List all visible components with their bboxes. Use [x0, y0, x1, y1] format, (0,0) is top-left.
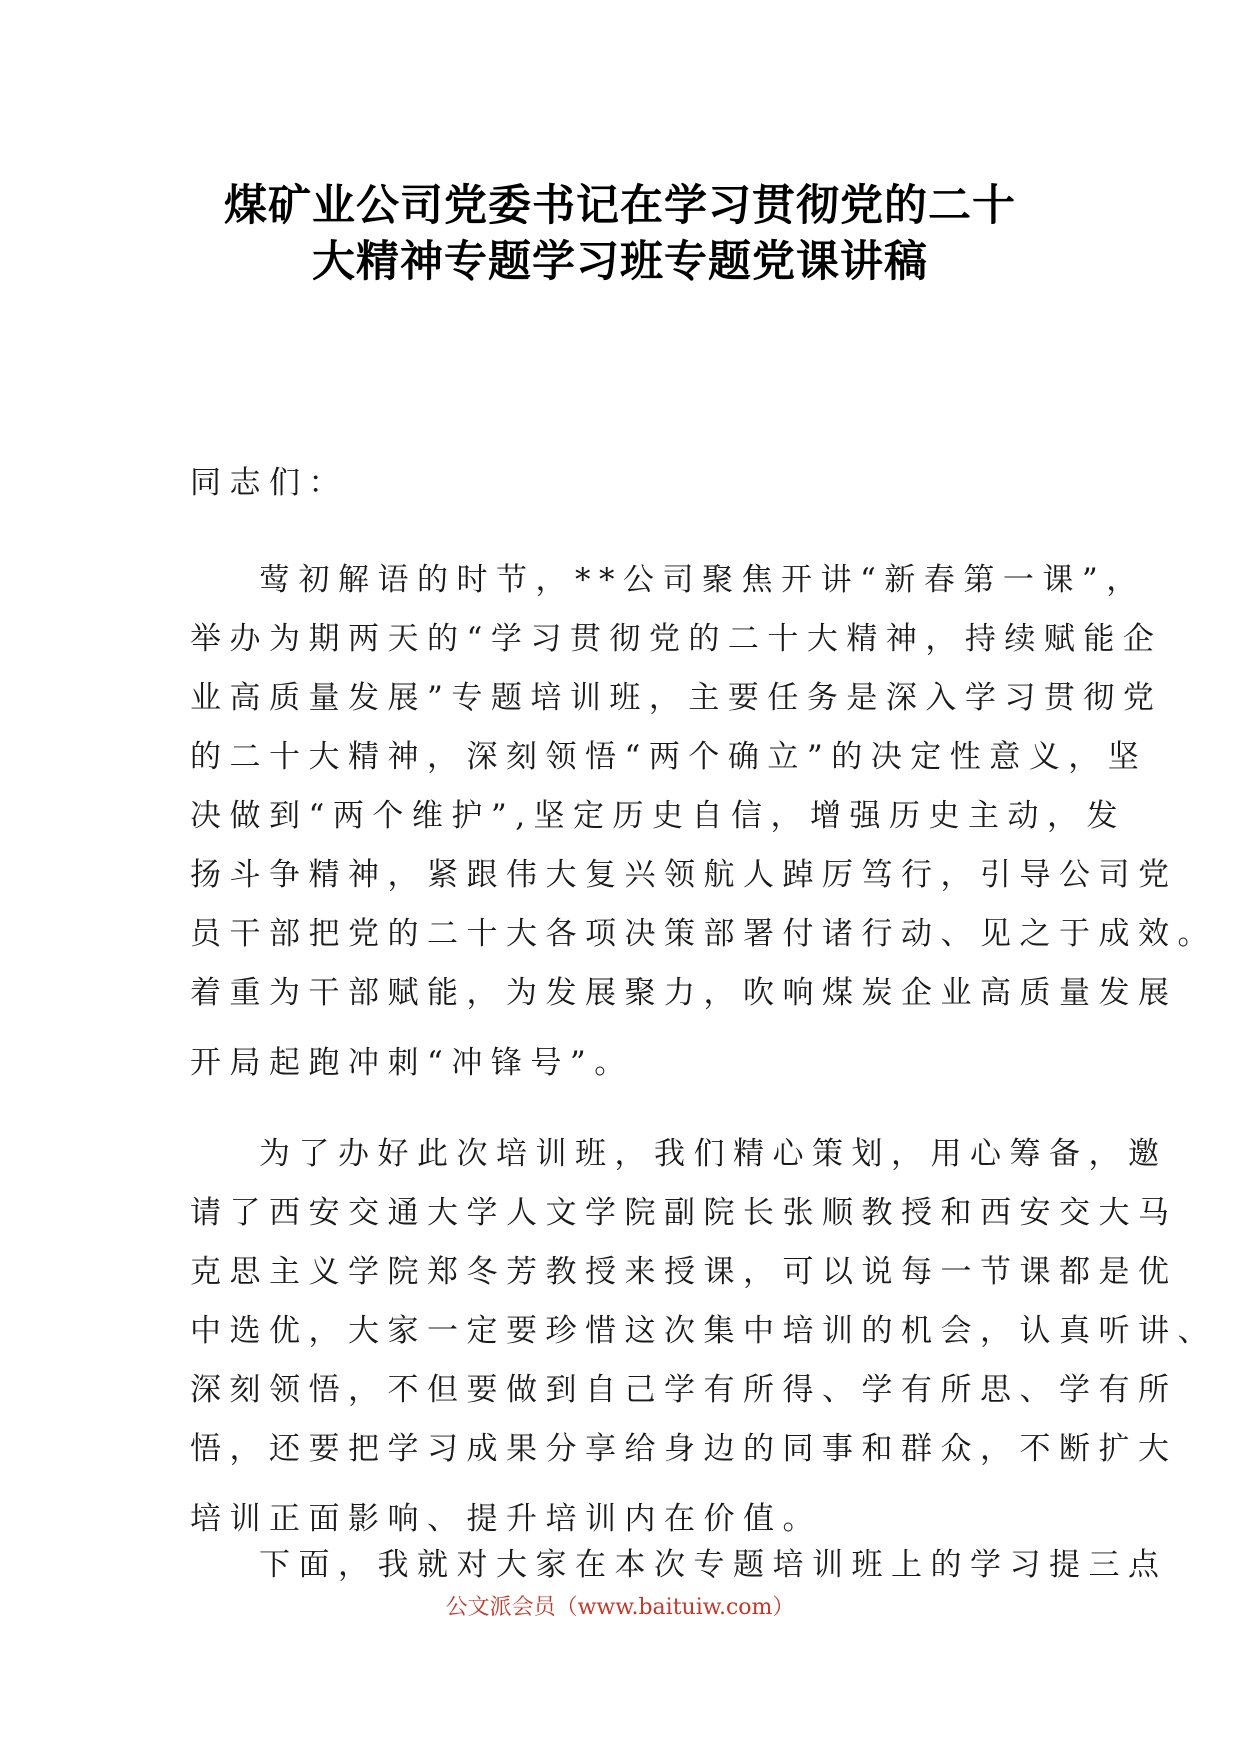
- paragraph-1-line: 着重为干部赋能，为发展聚力，吹响煤炭企业高质量发展: [190, 975, 1178, 1011]
- paragraph-3-line: 下面，我就对大家在本次专题培训班上的学习提三点: [259, 1547, 1168, 1583]
- paragraph-1-line: 决做到“两个维护”,坚定历史自信，增强历史主动，发: [190, 798, 1127, 834]
- paragraph-1-line: 员干部把党的二十大各项决策部署付诸行动、见之于成效。: [190, 916, 1217, 952]
- paragraph-1-line: 的二十大精神，深刻领悟“两个确立”的决定性意义，坚: [190, 739, 1148, 775]
- paragraph-1-line: 莺初解语的时节，**公司聚焦开讲“新春第一课”，: [259, 562, 1146, 598]
- paragraph-1-line: 扬斗争精神，紧跟伟大复兴领航人踔厉笃行，引导公司党: [190, 857, 1178, 893]
- paragraph-2-line: 请了西安交通大学人文学院副院长张顺教授和西安交大马: [190, 1195, 1178, 1231]
- paragraph-1-line: 开局起跑冲刺“冲锋号”。: [190, 1045, 634, 1081]
- document-title-line-1: 煤矿业公司党委书记在学习贯彻党的二十: [224, 181, 1016, 231]
- paragraph-2-line: 深刻领悟，不但要做到自己学有所得、学有所思、学有所: [190, 1372, 1178, 1408]
- paragraph-2-line: 克思主义学院郑冬芳教授来授课，可以说每一节课都是优: [190, 1254, 1178, 1290]
- footer-watermark: 公文派会员（www.baituiw.com）: [445, 1595, 795, 1620]
- paragraph-1-line: 业高质量发展”专题培训班，主要任务是深入学习贯彻党: [190, 680, 1163, 716]
- paragraph-2-line: 中选优，大家一定要珍惜这次集中培训的机会，认真听讲、: [190, 1313, 1217, 1349]
- salutation: 同志们：: [190, 465, 348, 501]
- paragraph-2-line: 悟，还要把学习成果分享给身边的同事和群众，不断扩大: [190, 1431, 1178, 1467]
- paragraph-2-line: 为了办好此次培训班，我们精心策划，用心筹备，邀: [259, 1136, 1168, 1172]
- paragraph-2-line: 培训正面影响、提升培训内在价值。: [190, 1501, 822, 1537]
- paragraph-1-line: 举办为期两天的“学习贯彻党的二十大精神，持续赋能企: [190, 621, 1163, 657]
- document-title-line-2: 大精神专题学习班专题党课讲稿: [312, 237, 928, 287]
